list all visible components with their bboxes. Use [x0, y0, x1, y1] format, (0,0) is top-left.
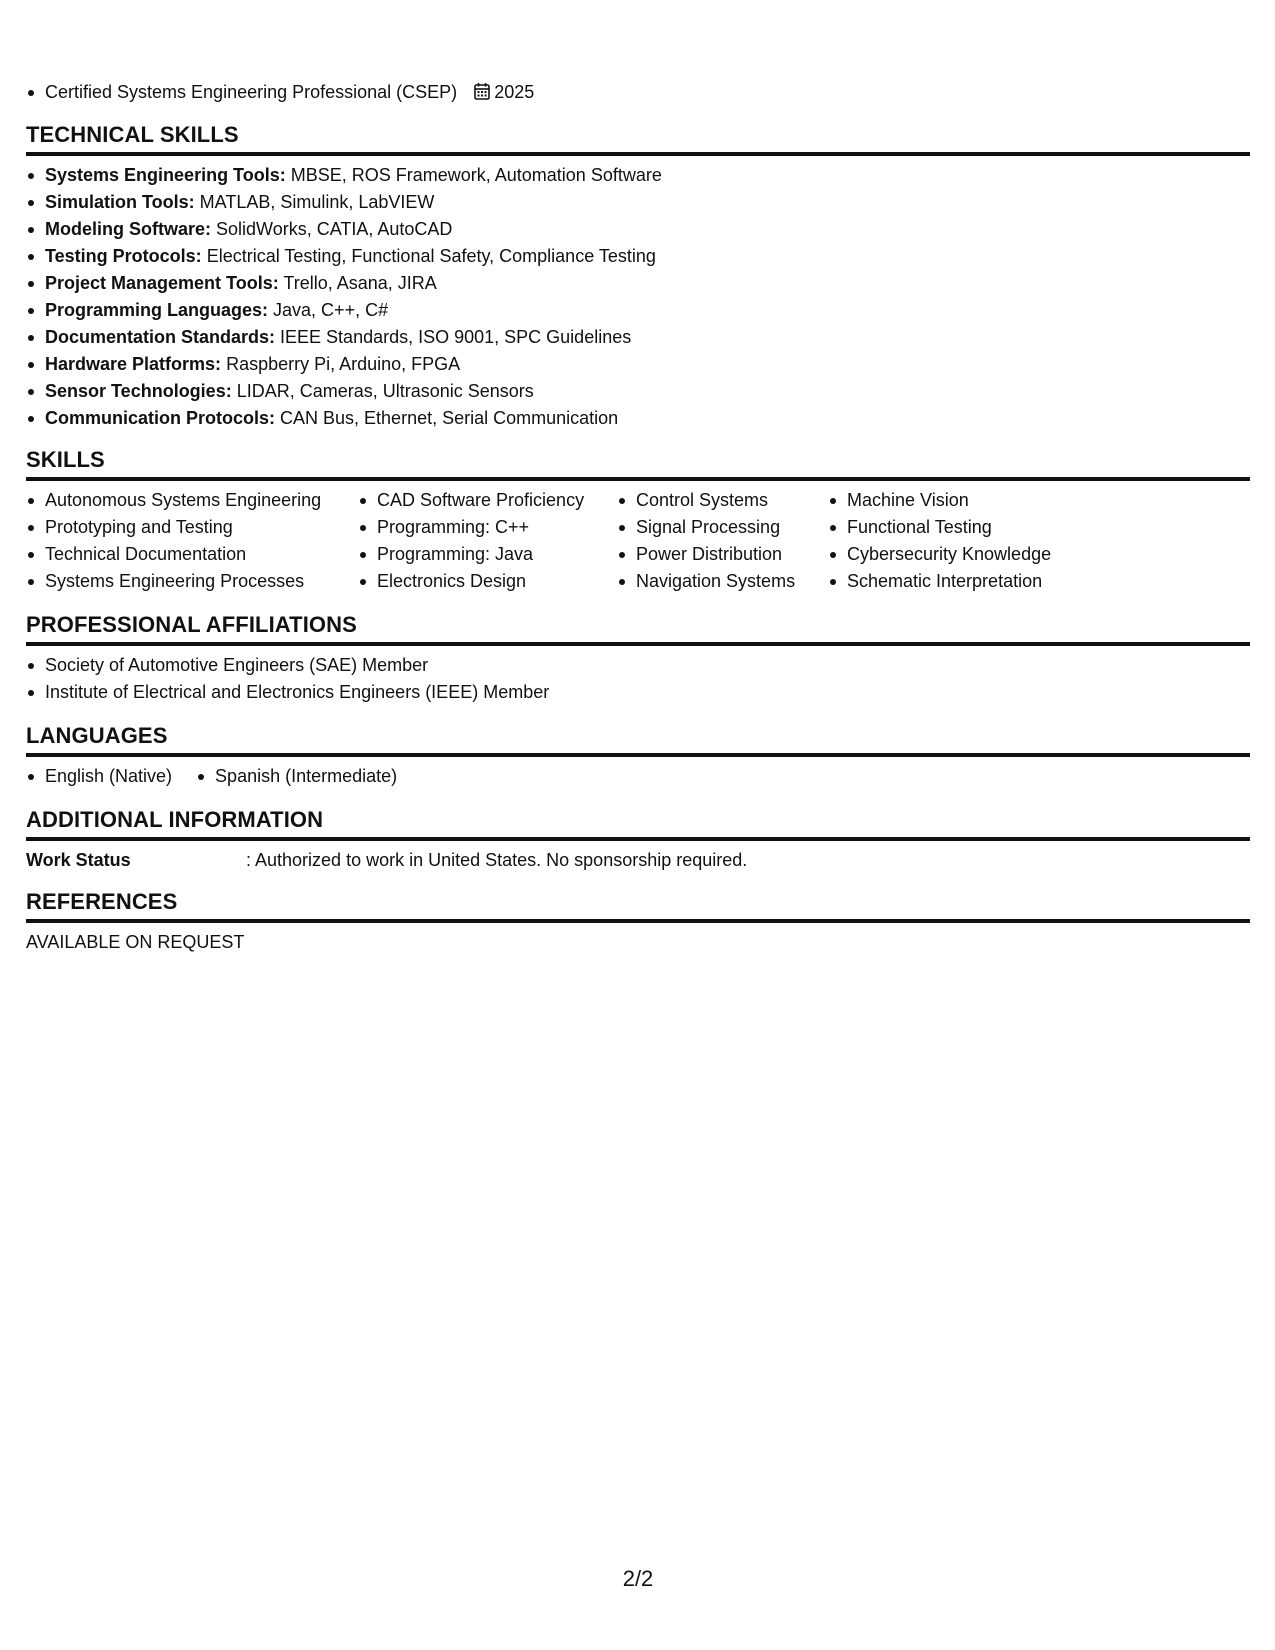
technical-skills-list [26, 156, 1250, 432]
technical-skill-item [26, 297, 1250, 324]
technical-skill-item [26, 189, 1250, 216]
technical-skill-label: Documentation Standards: [45, 327, 276, 347]
skills-heading: SKILLS [26, 446, 1250, 481]
technical-skill-item [26, 216, 1250, 243]
skill-item: Signal Processing [617, 514, 828, 541]
skill-item: Systems Engineering Processes [26, 568, 358, 595]
work-status-value: : Authorized to work in United States. No sponsorship required. [246, 850, 748, 870]
languages-list [26, 757, 1250, 790]
technical-skill-label: Modeling Software: [45, 219, 211, 239]
technical-skill-value: MATLAB, Simulink, LabVIEW [194, 192, 435, 212]
language-item: English (Native) [26, 763, 172, 790]
technical-skill-item [26, 351, 1250, 378]
skill-item: Schematic Interpretation [828, 568, 1088, 595]
skill-item: Technical Documentation [26, 541, 358, 568]
technical-skill-value: CAN Bus, Ethernet, Serial Communication [275, 408, 619, 428]
skill-item: Control Systems [617, 487, 828, 514]
technical-skill-label: Project Management Tools: [45, 273, 279, 293]
technical-skill-label: Sensor Technologies: [45, 381, 232, 401]
technical-skill-value: Java, C++, C# [268, 300, 389, 320]
technical-skill-label: Testing Protocols: [45, 246, 202, 266]
skill-item: Cybersecurity Knowledge [828, 541, 1088, 568]
technical-skill-item [26, 243, 1250, 270]
skill-item: Programming: Java [358, 541, 617, 568]
additional-information-heading: ADDITIONAL INFORMATION [26, 806, 1250, 841]
technical-skill-value: IEEE Standards, ISO 9001, SPC Guidelines [275, 327, 632, 347]
technical-skill-label: Systems Engineering Tools: [45, 165, 286, 185]
skills-column [26, 487, 358, 595]
skill-item: CAD Software Proficiency [358, 487, 617, 514]
technical-skill-value: LIDAR, Cameras, Ultrasonic Sensors [231, 381, 534, 401]
references-text: AVAILABLE ON REQUEST [26, 932, 245, 952]
skills-column [828, 487, 1088, 595]
skill-item: Programming: C++ [358, 514, 617, 541]
certification-year: 2025 [494, 82, 535, 102]
technical-skill-label: Simulation Tools: [45, 192, 195, 212]
calendar-icon [474, 81, 490, 108]
page-number: 2/2 [622, 1566, 654, 1591]
work-status-label: Work Status [26, 850, 131, 870]
skills-grid [26, 481, 1250, 595]
references-heading: REFERENCES [26, 888, 1250, 923]
references-section [26, 888, 1250, 956]
skill-item: Prototyping and Testing [26, 514, 358, 541]
technical-skill-value: SolidWorks, CATIA, AutoCAD [211, 219, 453, 239]
technical-skill-value: Trello, Asana, JIRA [278, 273, 437, 293]
resume-page [26, 0, 1250, 1650]
skills-column [617, 487, 828, 595]
skill-item: Machine Vision [828, 487, 1088, 514]
certification-name: Certified Systems Engineering Professional (CSEP) [45, 82, 458, 102]
skills-section [26, 446, 1250, 595]
technical-skill-item [26, 378, 1250, 405]
skill-item: Power Distribution [617, 541, 828, 568]
languages-heading: LANGUAGES [26, 722, 1250, 757]
technical-skill-value: MBSE, ROS Framework, Automation Software [285, 165, 662, 185]
professional-affiliations-section [26, 611, 1250, 706]
certification-item [26, 79, 534, 108]
affiliation-item: Society of Automotive Engineers (SAE) Member [26, 652, 1250, 679]
work-status-row [26, 841, 1250, 874]
skill-item: Navigation Systems [617, 568, 828, 595]
technical-skill-item [26, 405, 1250, 432]
language-item: Spanish (Intermediate) [196, 763, 397, 790]
technical-skill-item [26, 162, 1250, 189]
additional-information-section [26, 806, 1250, 874]
affiliations-list [26, 646, 1250, 706]
technical-skill-value: Raspberry Pi, Arduino, FPGA [221, 354, 461, 374]
skills-column [358, 487, 617, 595]
skill-item: Functional Testing [828, 514, 1088, 541]
skill-item: Autonomous Systems Engineering [26, 487, 358, 514]
technical-skill-label: Communication Protocols: [45, 408, 276, 428]
technical-skill-label: Programming Languages: [45, 300, 269, 320]
technical-skill-item [26, 324, 1250, 351]
technical-skills-heading: TECHNICAL SKILLS [26, 121, 1250, 156]
affiliations-heading: PROFESSIONAL AFFILIATIONS [26, 611, 1250, 646]
affiliation-item: Institute of Electrical and Electronics Engineers (IEEE) Member [26, 679, 1250, 706]
technical-skill-value: Electrical Testing, Functional Safety, Compliance Testing [201, 246, 656, 266]
skill-item: Electronics Design [358, 568, 617, 595]
certification-list [26, 79, 534, 108]
technical-skills-section [26, 121, 1250, 432]
languages-section [26, 722, 1250, 790]
technical-skill-label: Hardware Platforms: [45, 354, 222, 374]
technical-skill-item [26, 270, 1250, 297]
